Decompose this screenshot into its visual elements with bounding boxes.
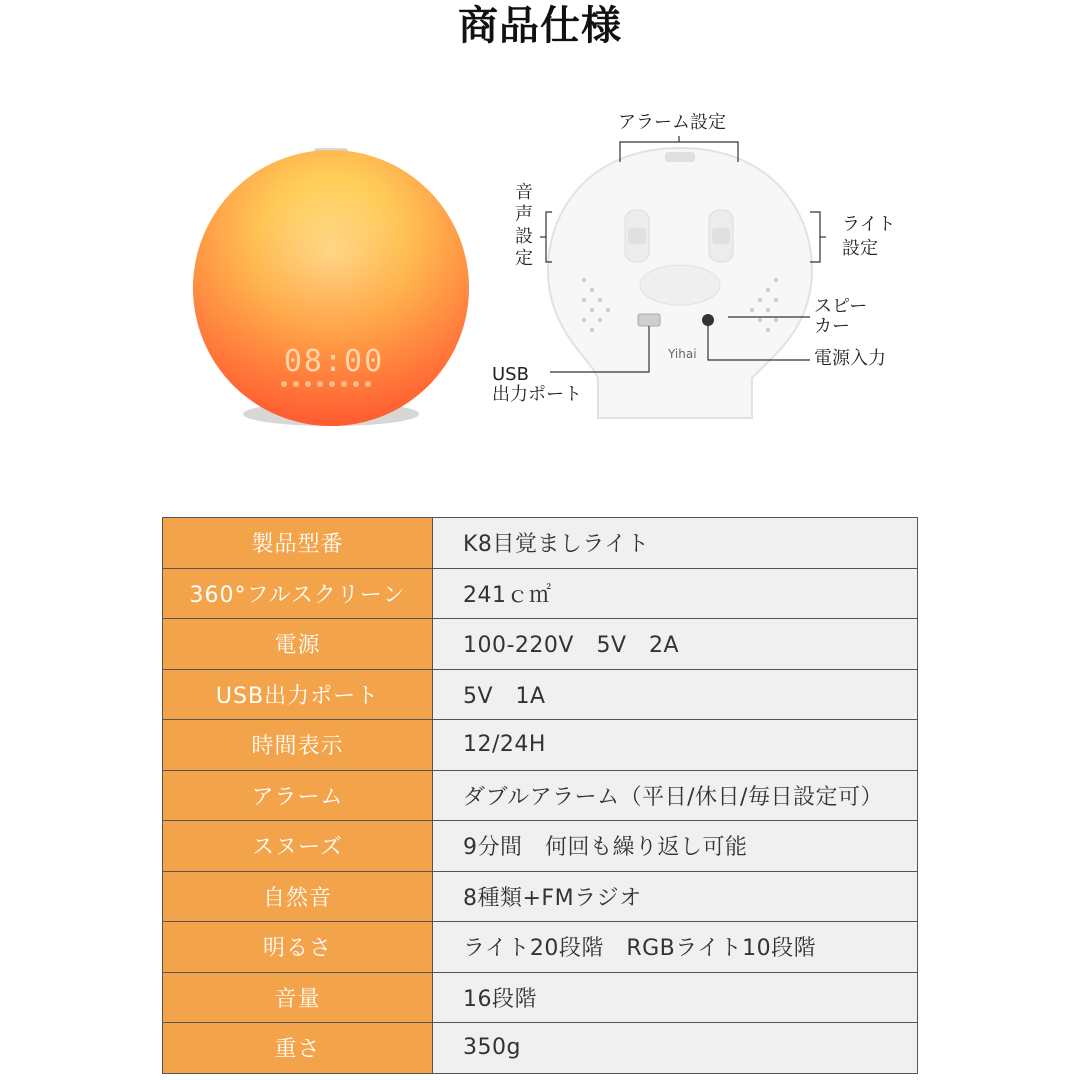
spec-label: 製品型番 [163, 518, 433, 569]
spec-row [163, 720, 918, 771]
spec-value: 241ｃ㎡ [433, 568, 918, 619]
lamp-back-view [470, 100, 910, 440]
spec-label: 360°フルスクリーン [163, 568, 433, 619]
spec-row [163, 871, 918, 922]
spec-label: 電源 [163, 619, 433, 670]
spec-row [163, 518, 918, 569]
spec-value: 5V 1A [433, 669, 918, 720]
spec-table [162, 517, 918, 1074]
callout-light-setting-2: 設定 [842, 238, 878, 259]
spec-value: 16段階 [433, 972, 918, 1023]
spec-value: ライト20段階 RGBライト10段階 [433, 922, 918, 973]
brand-logo: Yihai [668, 347, 697, 361]
lamp-clock-display [284, 344, 384, 379]
spec-value: 12/24H [433, 720, 918, 771]
spec-label: 自然音 [163, 871, 433, 922]
callout-alarm-setting: アラーム設定 [618, 112, 726, 133]
callout-speaker-1: スピー [814, 296, 868, 317]
spec-label: 音量 [163, 972, 433, 1023]
lamp-front-image [188, 140, 474, 440]
spec-label: 時間表示 [163, 720, 433, 771]
spec-row [163, 669, 918, 720]
spec-row [163, 922, 918, 973]
spec-value: 100-220V 5V 2A [433, 619, 918, 670]
callout-usb-1: USB [492, 364, 529, 385]
clock-digits: 08:00 [283, 344, 385, 379]
spec-row [163, 619, 918, 670]
spec-label: スヌーズ [163, 821, 433, 872]
callout-usb-2: 出力ポート [492, 384, 582, 405]
spec-value: 9分間 何回も繰り返し可能 [433, 821, 918, 872]
spec-row [163, 1023, 918, 1074]
spec-row [163, 972, 918, 1023]
spec-value: 8種類+FMラジオ [433, 871, 918, 922]
spec-value: ダブルアラーム（平日/休日/毎日設定可） [433, 770, 918, 821]
spec-row [163, 568, 918, 619]
spec-label: 明るさ [163, 922, 433, 973]
spec-row [163, 770, 918, 821]
callout-light-setting-1: ライト [842, 214, 896, 235]
spec-value: 350g [433, 1023, 918, 1074]
callout-power-input: 電源入力 [814, 348, 886, 369]
spec-label: 重さ [163, 1023, 433, 1074]
spec-label: アラーム [163, 770, 433, 821]
page-title: 商品仕様 [458, 3, 622, 49]
spec-label: USB出力ポート [163, 669, 433, 720]
callout-sound-setting: 音 声 設 定 [515, 182, 533, 269]
spec-row [163, 821, 918, 872]
callout-speaker-2: カー [814, 316, 850, 337]
spec-value: K8目覚ましライト [433, 518, 918, 569]
